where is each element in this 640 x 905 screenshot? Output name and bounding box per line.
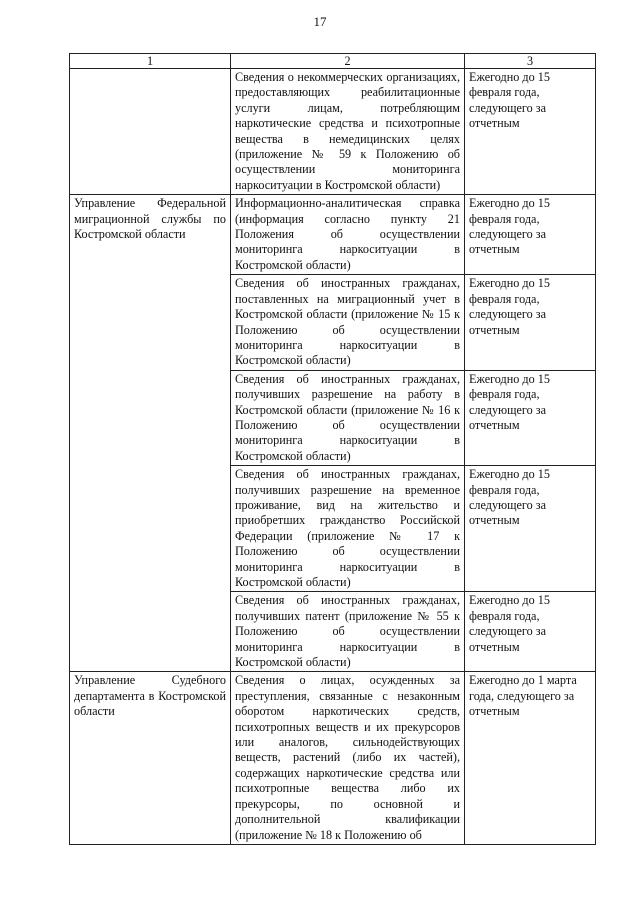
table-row [70, 195, 596, 275]
info-cell: Информационно-аналитическая справка (информация согласно пункту 21 Положения об осуществлении мониторинга наркоситуации в Костромской области) [231, 195, 465, 275]
term-cell: Ежегодно до 15 февраля года, следующего за отчетным [465, 69, 596, 195]
header-row [70, 54, 596, 69]
header-col-3: 3 [465, 54, 596, 69]
table-row [70, 69, 596, 195]
term-cell: Ежегодно до 15 февраля года, следующего за отчетным [465, 275, 596, 370]
info-cell: Сведения об иностранных гражданах, получивших патент (приложение № 55 к Положению об осуществлении мониторинга наркоситуации в Костромской области) [231, 592, 465, 672]
header-col-2: 2 [231, 54, 465, 69]
term-cell: Ежегодно до 1 марта года, следующего за отчетным [465, 672, 596, 844]
term-cell: Ежегодно до 15 февраля года, следующего за отчетным [465, 195, 596, 275]
info-cell: Сведения об иностранных гражданах, получивших разрешение на временное проживание, вид на жительство и приобретших гражданство Российской Федерации (приложение № 17 к Положению об осуществлении мониторинга наркоситуации в Костромской области) [231, 466, 465, 592]
info-cell: Сведения о лицах, осужденных за преступления, связанные с незаконным оборотом наркотических средств, психотропных веществ и их прекурсоров или аналогов, сильнодействующих веществ, растений (либо их частей), содержащих наркотические средства или психотропные вещества либо их прекурсоры, по основной и дополнительной квалификации (приложение № 18 к Положению об [231, 672, 465, 844]
info-cell: Сведения об иностранных гражданах, поставленных на миграционный учет в Костромской области (приложение № 15 к Положению об осуществлении мониторинга наркоситуации в Костромской области) [231, 275, 465, 370]
agency-cell: Управление Федеральной миграционной службы по Костромской области [70, 195, 231, 672]
monitoring-table [69, 53, 596, 845]
table-row [70, 672, 596, 844]
term-cell: Ежегодно до 15 февраля года, следующего за отчетным [465, 592, 596, 672]
page-number: 17 [313, 14, 327, 29]
header-col-1: 1 [70, 54, 231, 69]
agency-cell [70, 69, 231, 195]
info-cell: Сведения об иностранных гражданах, получивших разрешение на работу в Костромской области (приложение № 16 к Положению об осуществлении мониторинга наркоситуации в Костромской области) [231, 370, 465, 465]
info-cell: Сведения о некоммерческих организациях, предоставляющих реабилитационные услуги лицам, потребляющим наркотические средства и психотропные вещества в немедицинских целях (приложение № 59 к Положению об осуществлении мониторинга наркоситуации в Костромской области) [231, 69, 465, 195]
agency-cell: Управление Судебного департамента в Костромской области [70, 672, 231, 844]
term-cell: Ежегодно до 15 февраля года, следующего за отчетным [465, 466, 596, 592]
term-cell: Ежегодно до 15 февраля года, следующего за отчетным [465, 370, 596, 465]
